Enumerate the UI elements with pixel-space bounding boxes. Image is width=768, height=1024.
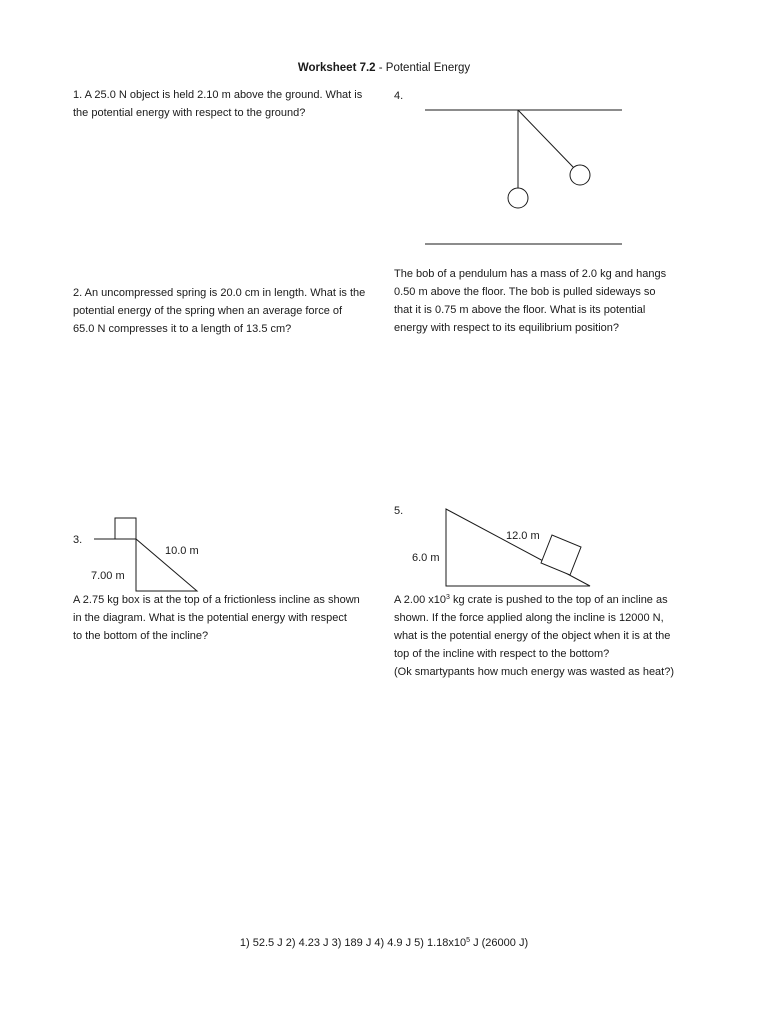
worksheet-title-rest: - Potential Energy [375, 62, 471, 74]
question-4-line: 0.50 m above the floor. The bob is pulled sideways so [394, 286, 656, 298]
question-5-line [394, 591, 710, 609]
crate-on-incline [541, 535, 581, 575]
question-3-line: in the diagram. What is the potential energy with respect [73, 612, 347, 624]
question-5-line: top of the incline with respect to the bottom? [394, 648, 610, 660]
question-5-line1-post: kg crate is pushed to the top of an incline as [449, 594, 668, 606]
answer-key [0, 934, 768, 952]
question-4-line: that it is 0.75 m above the floor. What is its potential [394, 304, 646, 316]
question-5-line: shown. If the force applied along the incline is 12000 N, [394, 612, 664, 624]
worksheet-title-bold: Worksheet 7.2 [297, 62, 376, 74]
question-5-number: 5. [394, 505, 404, 517]
answer-key-post: J (26000 J) [470, 937, 529, 949]
incline-3-hyp-label: 10.0 m [165, 545, 199, 557]
question-5-line1-pre: A 2.00 x10 [394, 594, 446, 606]
question-5-text [394, 591, 710, 681]
incline-5-height-label: 6.0 m [412, 552, 440, 564]
question-2-line: 65.0 N compresses it to a length of 13.5 cm? [73, 323, 292, 335]
question-4-line: energy with respect to its equilibrium position? [394, 322, 620, 334]
question-3-line: to the bottom of the incline? [73, 630, 209, 642]
question-3-line: A 2.75 kg box is at the top of a frictionless incline as shown [73, 594, 360, 606]
question-2-line: potential energy of the spring when an average force of [73, 305, 343, 317]
incline-3-height-label: 7.00 m [91, 570, 125, 582]
question-5-exponent: 3 [446, 594, 450, 601]
question-5-line: what is the potential energy of the object when it is at the [394, 630, 671, 642]
answer-key-exponent: 5 [466, 937, 471, 944]
question-5-line: (Ok smartypants how much energy was wasted as heat?) [394, 666, 675, 678]
incline-5-hyp-label: 12.0 m [506, 530, 540, 542]
question-4-number: 4. [394, 90, 404, 102]
question-2-line: 2. An uncompressed spring is 20.0 cm in length. What is the [73, 287, 366, 299]
question-3-number: 3. [73, 534, 83, 546]
question-1-line: the potential energy with respect to the ground? [73, 107, 306, 119]
question-1-line: 1. A 25.0 N object is held 2.10 m above the ground. What is [73, 89, 363, 101]
question-4-line: The bob of a pendulum has a mass of 2.0 kg and hangs [394, 268, 667, 280]
answer-key-pre: 1) 52.5 J 2) 4.23 J 3) 189 J 4) 4.9 J 5) 1.18x10 [239, 937, 467, 949]
